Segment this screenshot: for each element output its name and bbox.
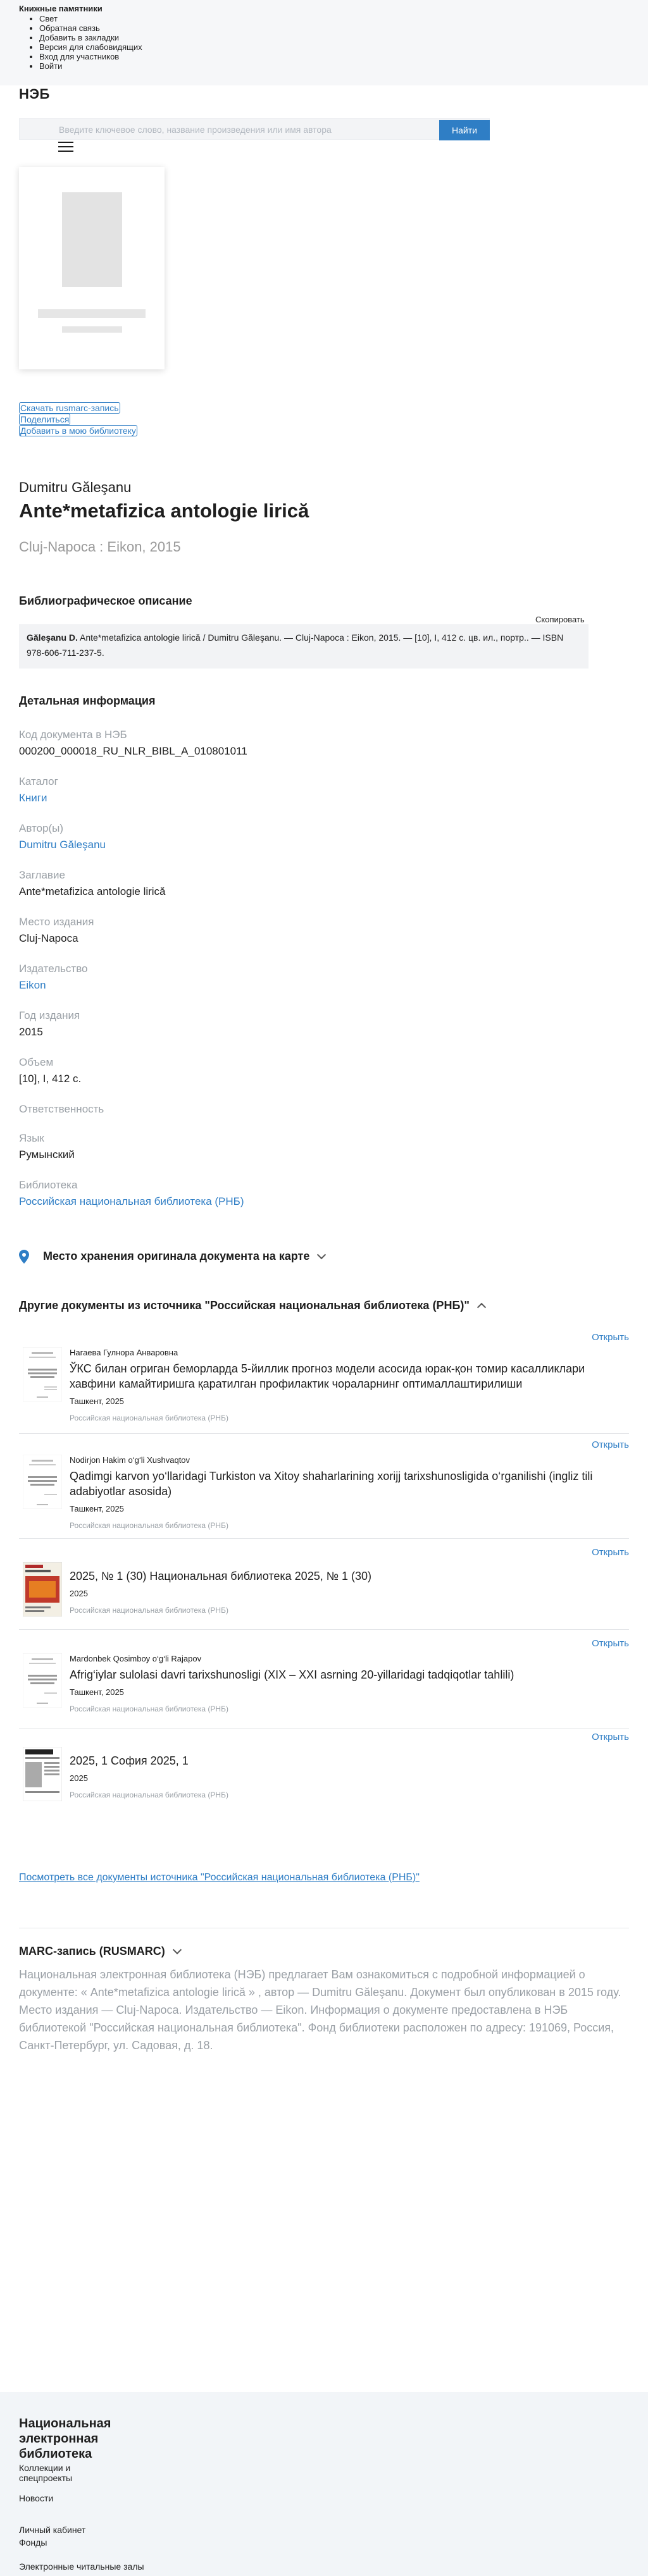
field-place xyxy=(19,916,94,945)
document-meta xyxy=(70,1562,614,1615)
menu-item-login[interactable]: • Войти xyxy=(39,61,142,71)
add-to-library-link[interactable]: Добавить в мою библиотеку xyxy=(20,426,136,436)
field-value: Cluj-Napoca xyxy=(19,932,78,944)
footer-logo-line: библиотека xyxy=(19,2447,92,2461)
footer-logo-line: Национальная xyxy=(19,2417,111,2431)
menu-item-accessible[interactable]: • Версия для слабовидящих xyxy=(39,42,142,52)
field-label: Год издания xyxy=(19,1009,80,1021)
publisher-link[interactable]: Eikon xyxy=(19,979,46,991)
library-link[interactable]: Российская национальная библиотека (РНБ) xyxy=(19,1195,244,1207)
field-label: Библиотека xyxy=(19,1179,78,1191)
open-link[interactable]: Открыть xyxy=(592,1332,629,1343)
marc-heading: MARC-запись (RUSMARC) xyxy=(19,1945,165,1957)
footer-logo[interactable] xyxy=(19,2416,111,2462)
document-author: Нагаева Гулнора Анваровна xyxy=(70,1348,178,1357)
document-meta xyxy=(70,1653,614,1713)
search-button[interactable]: Найти xyxy=(439,120,490,140)
details-heading: Детальная информация xyxy=(19,694,156,707)
map-pin-icon xyxy=(19,1250,29,1264)
field-label: Автор(ы) xyxy=(19,822,64,834)
document-library: Российская национальная библиотека (РНБ) xyxy=(70,1704,228,1713)
field-catalog xyxy=(19,775,58,804)
book-author: Dumitru Găleşanu xyxy=(19,479,132,495)
open-link[interactable]: Открыть xyxy=(592,1638,629,1649)
all-source-documents-link[interactable]: Посмотреть все документы источника "Российская национальная библиотека (РНБ)" xyxy=(19,1872,420,1883)
footer-link-collections[interactable] xyxy=(19,2463,72,2483)
document-thumbnail[interactable] xyxy=(23,1455,62,1509)
top-menu-title: Книжные памятники xyxy=(19,4,103,13)
field-publisher xyxy=(19,963,87,992)
field-library xyxy=(19,1179,244,1208)
share-link[interactable]: Поделиться xyxy=(20,414,70,424)
biblio-author: Găleşanu D. xyxy=(27,632,78,643)
storage-location-toggle[interactable] xyxy=(19,1250,325,1264)
document-thumbnail[interactable] xyxy=(23,1562,62,1617)
document-year: Ташкент, 2025 xyxy=(70,1687,124,1697)
document-meta xyxy=(70,1347,614,1422)
field-authors xyxy=(19,822,106,851)
biblio-description xyxy=(19,624,589,669)
document-library: Российская национальная библиотека (РНБ) xyxy=(70,1521,228,1530)
field-label: Код документа в НЭБ xyxy=(19,729,127,741)
biblio-heading: Библиографическое описание xyxy=(19,595,192,607)
cover-text-placeholder xyxy=(62,326,122,333)
list-item xyxy=(19,1439,629,1539)
document-summary: Национальная электронная библиотека (НЭБ) предлагает Вам ознакомиться с подробной информацией о документе: « Ante*metafizica antologie lirică » , автор — Dumitru Găleşanu. Документ был опубликован в 2015 году. Место издания — Cluj-Napoca. Издательство — Eikon. Информация о документе предоставлена в НЭБ библиотекой "Российская национальная библиотека". Фонд библиотеки расположен по адресу: 191069, Россия, Санкт-Петербург, ул. Садовая, д. 18. xyxy=(19,1968,621,2052)
field-volume xyxy=(19,1056,81,1085)
menu-item-light[interactable]: • Свет xyxy=(39,14,142,23)
other-docs-heading: Другие документы из источника "Российская национальная библиотека (РНБ)" xyxy=(19,1299,470,1312)
field-value: Ante*metafizica antologie lirică xyxy=(19,885,166,897)
document-thumbnail[interactable] xyxy=(23,1653,62,1708)
document-year: Ташкент, 2025 xyxy=(70,1396,124,1406)
list-item xyxy=(19,1547,629,1630)
list-item xyxy=(19,1638,629,1729)
top-menu xyxy=(0,0,648,85)
menu-item-members-login[interactable]: • Вход для участников xyxy=(39,52,142,61)
document-meta xyxy=(70,1747,614,1799)
field-language xyxy=(19,1132,75,1161)
document-library: Российская национальная библиотека (РНБ) xyxy=(70,1414,228,1422)
document-title[interactable]: 2025, № 1 (30) Национальная библиотека 2025, № 1 (30) xyxy=(70,1570,372,1582)
field-value: Румынский xyxy=(19,1149,75,1161)
document-title[interactable]: Qadimgi karvon yo‘llaridagi Turkiston va Xitoy shaharlarining xorijj tarixshunosligida o‘rganilishi (ingliz tili adabiyotlar asosida) xyxy=(70,1470,593,1498)
document-library: Российская национальная библиотека (РНБ) xyxy=(70,1790,228,1799)
search-input[interactable] xyxy=(58,119,465,140)
field-label: Объем xyxy=(19,1056,54,1068)
open-link[interactable]: Открыть xyxy=(592,1439,629,1450)
document-year: 2025 xyxy=(70,1589,88,1598)
field-label: Место издания xyxy=(19,916,94,928)
catalog-link[interactable]: Книги xyxy=(19,792,47,804)
chevron-down-icon xyxy=(173,1945,182,1954)
open-link[interactable]: Открыть xyxy=(592,1547,629,1558)
document-author: Mardonbek Qosimboy o‘g‘li Rajapov xyxy=(70,1654,202,1663)
footer-link-reading-rooms[interactable]: Электронные читальные залы xyxy=(19,2561,144,2572)
field-label: Каталог xyxy=(19,775,58,787)
document-library: Российская национальная библиотека (РНБ) xyxy=(70,1606,228,1615)
author-link[interactable]: Dumitru Găleşanu xyxy=(19,839,106,851)
storage-label: Место хранения оригинала документа на карте xyxy=(43,1250,310,1262)
field-value: [10], I, 412 с. xyxy=(19,1073,82,1085)
field-value: 2015 xyxy=(19,1026,43,1038)
cover-text-placeholder xyxy=(38,309,146,318)
menu-burger-icon[interactable] xyxy=(58,142,73,154)
footer-link-funds[interactable]: Фонды xyxy=(19,2537,47,2548)
field-label: Заглавие xyxy=(19,869,65,881)
download-rusmarc-link[interactable]: Скачать rusmarc-запись xyxy=(20,403,119,413)
document-title[interactable]: Afrig‘iylar sulolasi davri tarixshunosligi (XIX – XXI asrning 20-yillaridagi tadqiqotlar tahlili) xyxy=(70,1668,514,1681)
field-label: Язык xyxy=(19,1132,44,1144)
document-meta xyxy=(70,1455,614,1530)
open-link[interactable]: Открыть xyxy=(592,1732,629,1742)
footer-link-line: Коллекции и xyxy=(19,2463,71,2473)
footer-link-cabinet[interactable]: Личный кабинет xyxy=(19,2525,86,2535)
field-title xyxy=(19,869,166,898)
biblio-text: Ante*metafizica antologie lirică / Dumitru Găleşanu. — Cluj-Napoca : Eikon, 2015. — [10], I, 412 с. цв. ил., портр.. — ISBN 978-606-711-237-5. xyxy=(27,632,564,658)
field-doc-code xyxy=(19,729,247,758)
document-title[interactable]: ЎКС билан огриган беморларда 5-йиллик прогноз модели асосида юрак-қон томир касалликлари хавфини камайтиришга қаратилган профилактик чораларнинг оптималлаштирилиши xyxy=(70,1362,585,1390)
document-year: 2025 xyxy=(70,1773,88,1783)
footer-logo-line: электронная xyxy=(19,2432,99,2446)
field-year xyxy=(19,1009,80,1038)
list-item xyxy=(19,1332,629,1434)
site-logo[interactable]: НЭБ xyxy=(19,86,50,102)
search-bar xyxy=(19,118,490,140)
chevron-up-icon xyxy=(477,1303,486,1312)
document-year: Ташкент, 2025 xyxy=(70,1504,124,1513)
footer-link-line: спецпроекты xyxy=(19,2473,73,2483)
marc-record-toggle[interactable] xyxy=(19,1945,180,1958)
menu-item-feedback[interactable]: • Обратная связь xyxy=(39,23,142,33)
document-thumbnail[interactable] xyxy=(23,1747,62,1801)
document-author: Nodirjon Hakim o‘g‘li Xushvaqtov xyxy=(70,1455,190,1465)
cover-image-placeholder xyxy=(62,192,122,287)
footer-link-news[interactable]: Новости xyxy=(19,2493,54,2503)
document-title[interactable]: 2025, 1 София 2025, 1 xyxy=(70,1754,189,1767)
chevron-down-icon xyxy=(317,1250,326,1259)
book-title: Ante*metafizica antologie lirică xyxy=(19,500,309,522)
other-docs-toggle[interactable] xyxy=(19,1299,485,1312)
field-label: Издательство xyxy=(19,963,88,975)
menu-item-bookmarks[interactable]: • Добавить в закладки xyxy=(39,33,142,42)
document-thumbnail[interactable] xyxy=(23,1347,62,1402)
field-value: 000200_000018_RU_NLR_BIBL_A_010801011 xyxy=(19,745,247,757)
list-item xyxy=(19,1732,629,1827)
top-menu-list xyxy=(39,14,142,71)
book-publication-info: Cluj-Napoca : Eikon, 2015 xyxy=(19,539,181,555)
document-actions xyxy=(19,402,137,436)
copy-button[interactable]: Скопировать xyxy=(535,615,585,624)
book-cover-placeholder xyxy=(19,167,165,369)
field-responsibility xyxy=(19,1103,104,1119)
field-label: Ответственность xyxy=(19,1103,104,1115)
footer xyxy=(0,2392,648,2576)
